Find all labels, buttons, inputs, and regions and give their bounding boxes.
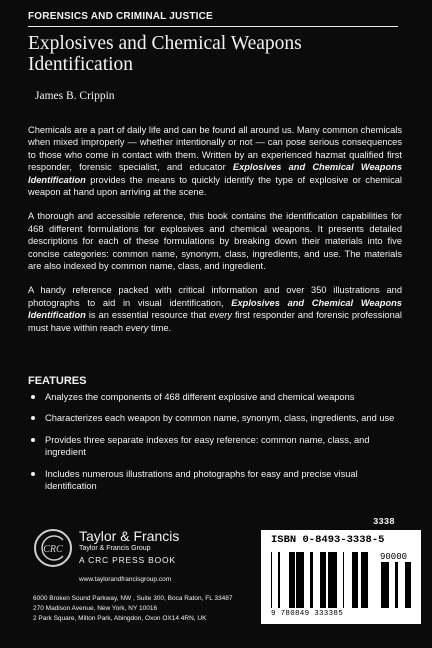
isbn-label: ISBN 0-8493-3338-5 (271, 534, 385, 546)
barcode-bar (355, 552, 356, 608)
feature-item: Analyzes the components of 468 different explosive and chemical weapons (28, 391, 398, 403)
barcode-bar (332, 552, 334, 608)
series-label: FORENSICS AND CRIMINAL JUSTICE (28, 11, 398, 27)
features-heading: FEATURES (28, 375, 87, 387)
svg-text:CRC: CRC (43, 544, 63, 555)
barcode-bar (356, 552, 358, 608)
address-line: 2 Park Square, Milton Park, Abingdon, Oxon OX14 4RN, UK (33, 615, 207, 622)
barcode (261, 530, 421, 624)
description-paragraph: A handy reference packed with critical information and over 350 illustrations and photographs to aid in visual identification, Explosives and Chemical Weapons Identification is an essential resource that every first responder and forensic professional must have within reach every time. (28, 285, 402, 333)
barcode-bar (387, 562, 389, 608)
publisher-group: Taylor & Francis Group (79, 545, 151, 552)
publisher-imprint: A CRC PRESS BOOK (79, 555, 176, 565)
barcode-bar (407, 562, 410, 608)
ean-number: 9 780849 333385 (271, 610, 344, 618)
barcode-bar (298, 552, 301, 608)
barcode-bar (352, 552, 355, 608)
description-paragraph: A thorough and accessible reference, this book contains the identification capabilities for 468 different formulations for explosives and chemical weapons. It presents detailed descriptions for each of these formulations by breaking down their materials into five concise categories: common name, synonym, class, ingredients, and use. The materials are also indexed by common name, class, and ingredient. (28, 211, 402, 272)
publisher-block (79, 528, 179, 565)
barcode-bar (296, 552, 298, 608)
feature-item: Provides three separate indexes for easy reference: common name, class, and ingredient (28, 434, 398, 459)
barcode-bar (343, 552, 344, 608)
barcode-bar (395, 562, 398, 608)
addon-number: 90000 (380, 552, 408, 562)
barcode-bar (334, 552, 337, 608)
barcode-bar (325, 552, 326, 608)
addon-barcode-bars (380, 562, 414, 608)
barcode-bar (362, 552, 364, 608)
crc-logo-icon (33, 528, 73, 568)
feature-item: Includes numerous illustrations and photographs for easy and precise visual identification (28, 468, 398, 493)
description (28, 124, 402, 346)
barcode-bar (328, 552, 331, 608)
barcode-bar (361, 552, 362, 608)
barcode-bar (383, 562, 386, 608)
barcode-bar (320, 552, 322, 608)
bullet-icon (31, 438, 35, 442)
publisher-addresses (33, 594, 232, 624)
barcode-bar (278, 552, 280, 608)
barcode-bar (301, 552, 302, 608)
author-name: James B. Crippin (35, 90, 115, 102)
barcode-bar (367, 552, 368, 608)
barcode-bar (290, 552, 292, 608)
barcode-bar (302, 552, 304, 608)
book-title: Explosives and Chemical Weapons Identification (28, 33, 302, 75)
features-list (28, 391, 398, 501)
barcode-bar (364, 552, 367, 608)
barcode-bar (381, 562, 383, 608)
feature-item: Characterizes each weapon by common name, synonym, class, ingredients, and use (28, 412, 398, 424)
bullet-icon (31, 395, 35, 399)
barcode-bar (331, 552, 332, 608)
publisher-url[interactable]: www.taylorandfrancisgroup.com (79, 576, 172, 583)
publisher-name: Taylor & Francis (79, 528, 180, 544)
barcode-bars (271, 552, 375, 608)
barcode-bar (292, 552, 295, 608)
barcode-bar (271, 552, 272, 608)
bullet-icon (31, 472, 35, 476)
barcode-bar (386, 562, 387, 608)
bullet-icon (31, 416, 35, 420)
barcode-bar (405, 562, 407, 608)
address-line: 6000 Broken Sound Parkway, NW , Suite 300, Boca Raton, FL 33487 (33, 595, 233, 602)
barcode-bar (289, 552, 290, 608)
barcode-bar (322, 552, 325, 608)
book-number: 3338 (373, 517, 395, 527)
barcode-bar (310, 552, 313, 608)
barcode-bar (410, 562, 411, 608)
address-line: 270 Madison Avenue, New York, NY 10016 (33, 605, 158, 612)
description-paragraph: Chemicals are a part of daily life and can be found all around us. Many common chemicals when mixed improperly — whether intentionally or not — can pose serious consequences to those who come in contact with them. Written by an experienced hazmat qualified first responder, forensic specialist, and educator Explosives and Chemical Weapons Identification provides the means to quickly identify the type of explosive or chemical weapon at hand upon arriving at the scene. (28, 125, 402, 198)
